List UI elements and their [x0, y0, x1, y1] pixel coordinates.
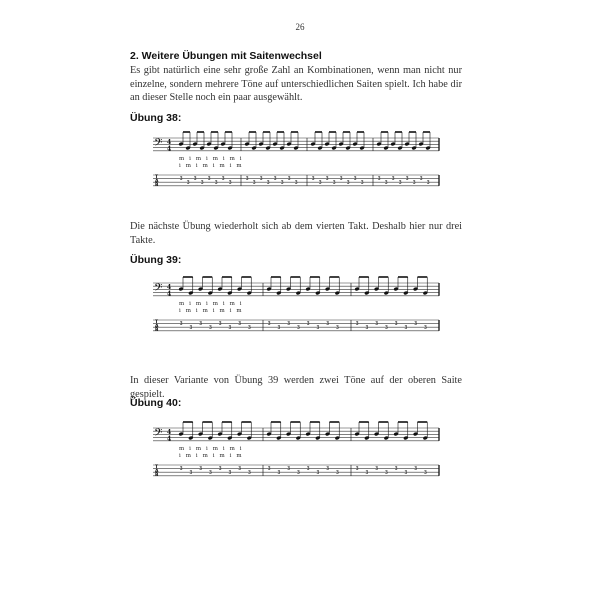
tab-number: 3	[218, 322, 222, 328]
tab-number: 3	[193, 177, 197, 183]
tab-number: 3	[252, 180, 256, 186]
tab-number: 3	[335, 325, 339, 331]
fingering-row: i m i m i m i m	[179, 453, 244, 459]
tab-number: 3	[247, 470, 251, 476]
tab-number: 3	[355, 322, 359, 328]
exercise-40-label: Übung 40:	[130, 397, 182, 409]
fingering-row: m i m i m i m i	[179, 156, 244, 162]
exercise-39-label: Übung 39:	[130, 254, 182, 266]
tab-clef-letter: T	[155, 175, 159, 180]
tab-number: 3	[228, 180, 232, 186]
tab-number: 3	[287, 467, 291, 473]
tab-number: 3	[375, 467, 379, 473]
tab-number: 3	[332, 180, 336, 186]
tab-number: 3	[199, 322, 203, 328]
tab-number: 3	[208, 325, 212, 331]
tab-number: 3	[335, 470, 339, 476]
tab-number: 3	[316, 470, 320, 476]
tab-number: 3	[311, 177, 315, 183]
tab-number: 3	[267, 322, 271, 328]
bass-clef-icon: 𝄢	[154, 427, 163, 442]
staff-svg	[145, 130, 445, 194]
tab-number: 3	[384, 180, 388, 186]
fingering-row: i m i m i m i m	[179, 163, 244, 169]
tab-number: 3	[238, 467, 242, 473]
tab-number: 3	[280, 180, 284, 186]
exercise-38-notation	[145, 130, 445, 194]
staff-svg	[145, 275, 445, 339]
tab-number: 3	[318, 180, 322, 186]
tab-number: 3	[398, 180, 402, 186]
tab-clef-letter: B	[155, 183, 159, 188]
tab-clef-letter: T	[155, 465, 159, 470]
tab-number: 3	[346, 180, 350, 186]
tab-number: 3	[245, 177, 249, 183]
tab-clef-letter: B	[155, 473, 159, 478]
tab-clef-letter: A	[155, 179, 159, 184]
tab-number: 3	[414, 322, 418, 328]
time-signature-numerator: 4	[167, 284, 172, 291]
fingering-row: m i m i m i m i	[179, 446, 244, 452]
tab-clef-letter: A	[155, 469, 159, 474]
tab-number: 3	[199, 467, 203, 473]
tab-number: 3	[391, 177, 395, 183]
tab-number: 3	[360, 180, 364, 186]
tab-number: 3	[423, 325, 427, 331]
fingering-row: m i m i m i m i	[179, 301, 244, 307]
tab-clef-letter: T	[155, 320, 159, 325]
tab-clef-letter: B	[155, 328, 159, 333]
tab-number: 3	[208, 470, 212, 476]
tab-number: 3	[355, 467, 359, 473]
tab-number: 3	[287, 177, 291, 183]
tab-number: 3	[353, 177, 357, 183]
after-39-paragraph: In dieser Variante von Übung 39 werden zwei Töne auf der oberen Saite gespielt.	[130, 375, 462, 400]
tab-number: 3	[394, 467, 398, 473]
time-signature-numerator: 4	[167, 139, 172, 146]
tab-number: 3	[179, 322, 183, 328]
intro-paragraph: Es gibt natürlich eine sehr große Zahl an Kombinationen, wenn man nicht nur einzelne, sondern mehrere Töne auf unterschiedlichen Saiten spielt. Ich habe dir an dieser Stelle noch ein paar ausgewählt.	[130, 65, 462, 104]
time-signature-denominator: 4	[167, 145, 172, 153]
tab-number: 3	[189, 470, 193, 476]
tab-number: 3	[365, 325, 369, 331]
tab-number: 3	[365, 470, 369, 476]
tab-number: 3	[218, 467, 222, 473]
time-signature-denominator: 4	[167, 290, 172, 298]
exercise-39-notation	[145, 275, 445, 339]
tab-number: 3	[394, 322, 398, 328]
tab-number: 3	[384, 470, 388, 476]
tab-number: 3	[214, 180, 218, 186]
fingering-row: i m i m i m i m	[179, 308, 244, 314]
tab-number: 3	[377, 177, 381, 183]
tab-number: 3	[326, 467, 330, 473]
page-number: 26	[295, 22, 305, 32]
exercise-38-label: Übung 38:	[130, 112, 182, 124]
tab-number: 3	[277, 470, 281, 476]
tab-number: 3	[267, 467, 271, 473]
tab-number: 3	[273, 177, 277, 183]
after-38-paragraph: Die nächste Übung wiederholt sich ab dem vierten Takt. Deshalb hier nur drei Takte.	[130, 221, 462, 246]
tab-number: 3	[375, 322, 379, 328]
tab-number: 3	[404, 325, 408, 331]
tab-number: 3	[287, 322, 291, 328]
tab-number: 3	[326, 322, 330, 328]
tab-number: 3	[404, 470, 408, 476]
exercise-40-notation	[145, 420, 445, 484]
tab-number: 3	[189, 325, 193, 331]
tab-number: 3	[238, 322, 242, 328]
tab-number: 3	[266, 180, 270, 186]
tab-clef-letter: A	[155, 324, 159, 329]
tab-number: 3	[414, 467, 418, 473]
tab-number: 3	[200, 180, 204, 186]
time-signature-numerator: 4	[167, 429, 172, 436]
tab-number: 3	[277, 325, 281, 331]
tab-number: 3	[316, 325, 320, 331]
staff-svg	[145, 420, 445, 484]
tab-number: 3	[294, 180, 298, 186]
bass-clef-icon: 𝄢	[154, 282, 163, 297]
tab-number: 3	[221, 177, 225, 183]
tab-number: 3	[228, 470, 232, 476]
tab-number: 3	[296, 325, 300, 331]
tab-number: 3	[186, 180, 190, 186]
tab-number: 3	[423, 470, 427, 476]
tab-number: 3	[325, 177, 329, 183]
time-signature-denominator: 4	[167, 435, 172, 443]
bass-clef-icon: 𝄢	[154, 137, 163, 152]
tab-number: 3	[339, 177, 343, 183]
tab-number: 3	[259, 177, 263, 183]
tab-number: 3	[228, 325, 232, 331]
tab-number: 3	[306, 467, 310, 473]
tab-number: 3	[247, 325, 251, 331]
section-heading: 2. Weitere Übungen mit Saitenwechsel	[130, 50, 322, 62]
tab-number: 3	[306, 322, 310, 328]
tab-number: 3	[412, 180, 416, 186]
tab-number: 3	[384, 325, 388, 331]
tab-number: 3	[207, 177, 211, 183]
tab-number: 3	[179, 467, 183, 473]
tab-number: 3	[426, 180, 430, 186]
tab-number: 3	[179, 177, 183, 183]
tab-number: 3	[296, 470, 300, 476]
tab-number: 3	[405, 177, 409, 183]
tab-number: 3	[419, 177, 423, 183]
